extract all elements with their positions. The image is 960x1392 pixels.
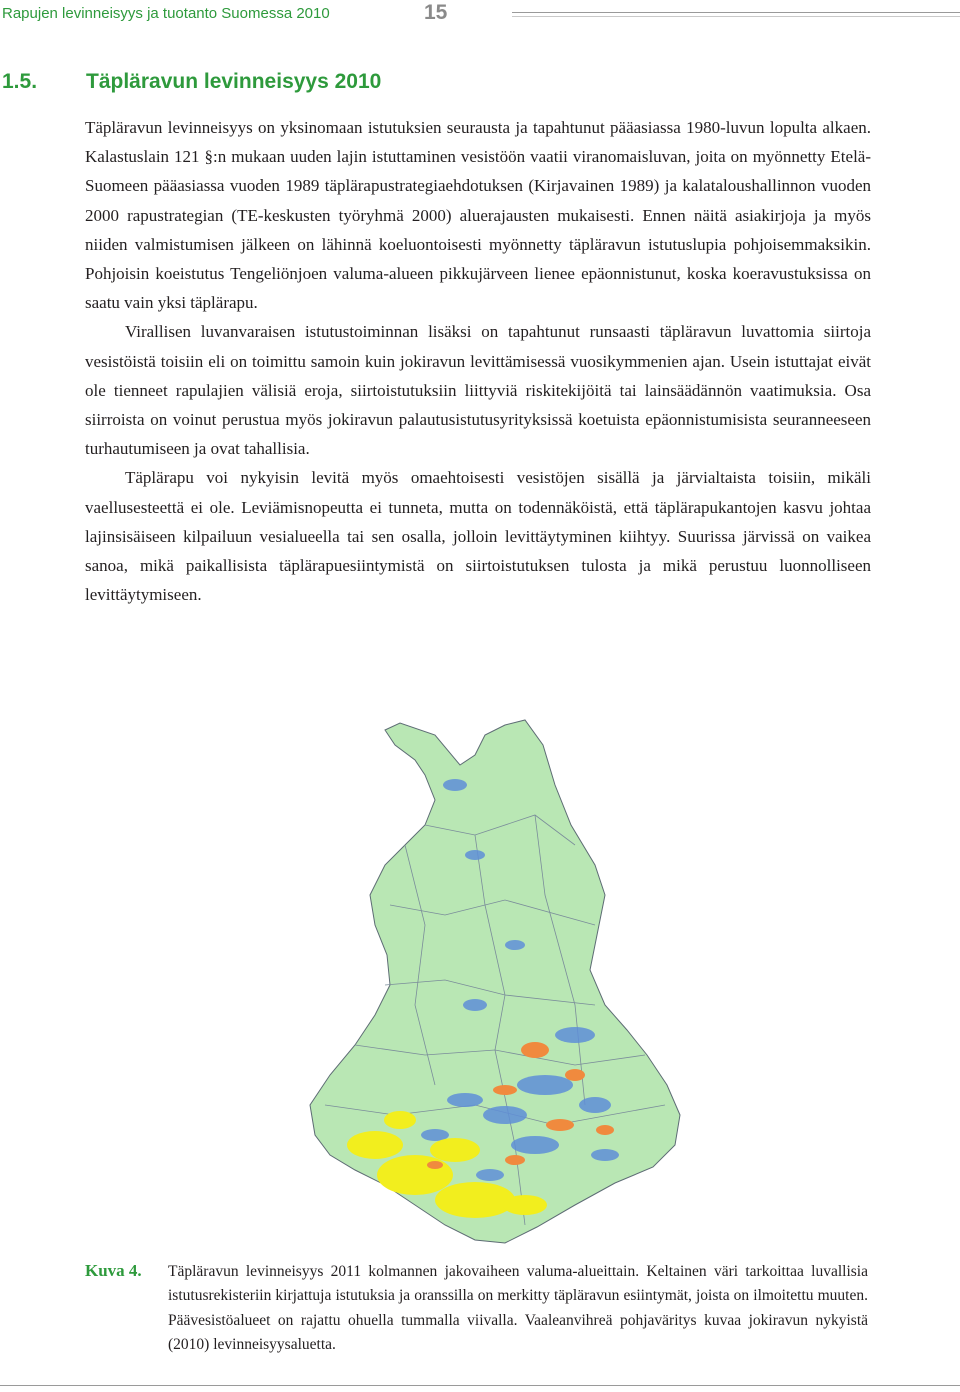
section-heading — [2, 70, 381, 94]
body-text — [85, 113, 871, 609]
paragraph-2: Virallisen luvanvaraisen istutustoiminnan lisäksi on tapahtunut runsaasti täpläravun luvattomia siirtoja vesistöistä toisiin eli on toimittu samoin kuin jokiravun levittämisessä vuosikymmenien ajan. Usein istuttajat eivät ole tienneet rapulajien välisiä eroja, siirtoistutuksiin liittyviä riskitekijöitä tai lainsäädännön vaatimuksia. Osa siirroista on voinut perustua myös jokiravun palautusistutusyrityksissä koetuista epäonnistumisista seuranneeseen turhautumiseen ja ovat tahallisia. — [85, 322, 871, 459]
finland-distribution-map — [275, 705, 685, 1250]
map-land — [310, 720, 680, 1243]
section-number: 1.5. — [2, 70, 38, 93]
page-number: 15 — [424, 1, 448, 24]
header-rule — [512, 12, 960, 13]
section-title: Täpläravun levinneisyys 2010 — [86, 70, 382, 93]
footer-rule — [0, 1385, 960, 1386]
running-header-title: Rapujen levinneisyys ja tuotanto Suomessa 2010 — [2, 5, 330, 22]
header-rule-secondary — [512, 16, 960, 17]
paragraph-3: Täplärapu voi nykyisin levitä myös omaehtoisesti vesistöjen sisällä ja järvialtaista toisiin, mikäli vaellusesteettä ei ole. Leviämisnopeutta ei tunneta, mutta on todennäköistä, että täplärapukantojen kasvu johtaa lajinsisäiseen kilpailuun vesialueella tai sen osalla, jolloin levittäytyminen kiihtyy. Suurissa järvissä on vaikea sanoa, mikä paikallisista täplärapuesiintymistä on siirtoistutuksen tulosta ja mikä perustuu luonnolliseen levittäytymiseen. — [85, 468, 871, 605]
figure-caption: Täpläravun levinneisyys 2011 kolmannen jakovaiheen valuma-alueittain. Keltainen väri tarkoittaa luvallisia istutusrekisteriin kirjattuja istutuksia ja oranssilla on merkitty täpläravun esiintymät, joista on ilmoitettu muuten. Päävesistöalueet on rajattu ohuella tummalla viivalla. Vaaleanvihreä pohjaväritys kuvaa jokiravun nykyistä (2010) levinneisyysaluetta. — [168, 1263, 868, 1353]
paragraph-1: Täpläravun levinneisyys on yksinomaan istutuksien seurausta ja tapahtunut pääasiassa 1980-luvun lopulta alkaen. Kalastuslain 121 §:n mukaan uuden lajin istuttaminen vesistöön vaatii viranomaisluvan, joita on myönnetty Etelä-Suomeen pääasiassa vuoden 1989 täplärapustrategiaehdotuksen (Kirjavainen 1989) ja kalataloushallinnon vuoden 2000 rapustrategian (TE-keskusten työryhmä 2000) aluerajausten mukaisesti. Ennen näitä asiakirjoja ja myös niiden valmistumisen jälkeen on lähinnä koeluontoisesti myönnetty täpläravun istutuslupia pohjoisemmaksikin. Pohjoisin koeistutus Tengeliönjoen valuma-alueen pikkujärveen lienee epäonnistunut, koska koeravustuksissa on saatu vain yksi täplärapu. — [85, 118, 871, 313]
map-svg — [275, 705, 685, 1250]
figure-label: Kuva 4. — [85, 1261, 142, 1280]
